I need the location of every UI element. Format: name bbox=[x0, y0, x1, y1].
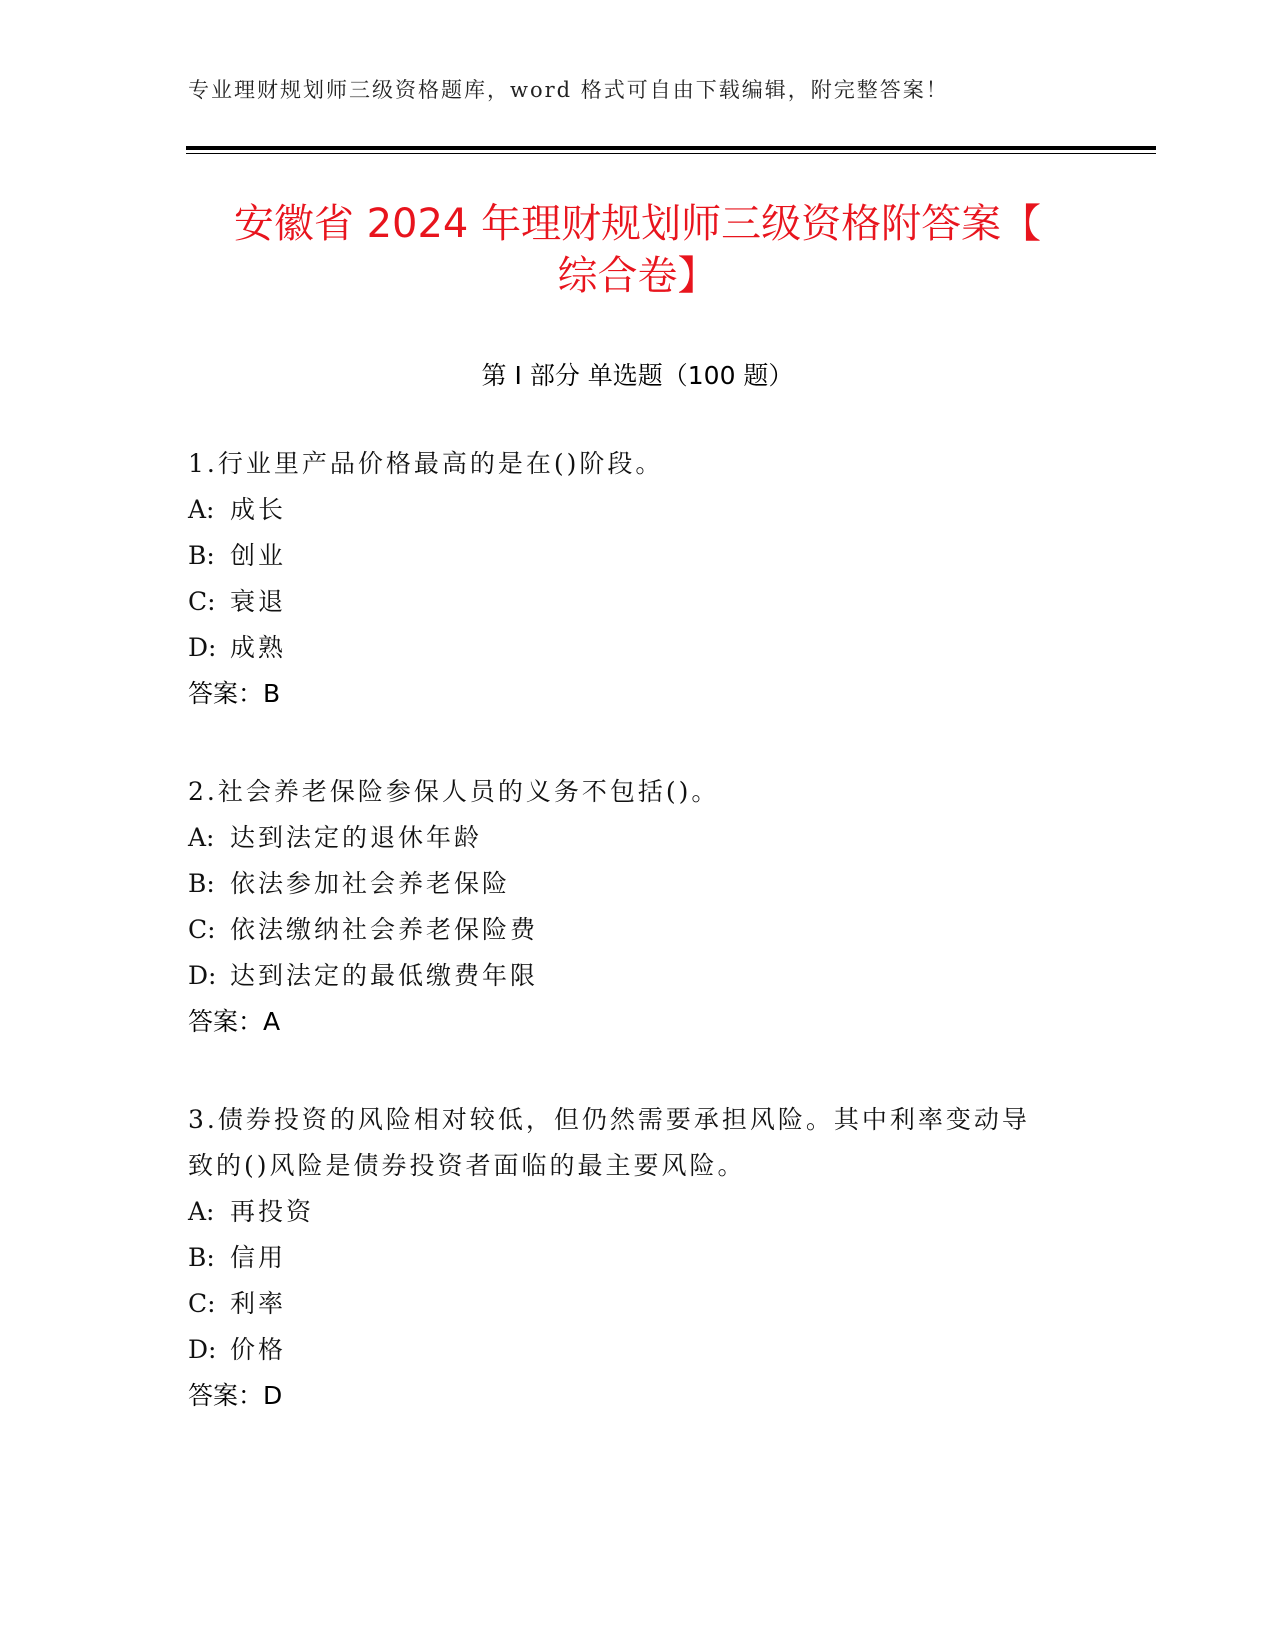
option-text: 衰退 bbox=[230, 587, 287, 616]
question-2 bbox=[188, 769, 1088, 1045]
option-letter: C: bbox=[188, 915, 216, 944]
option-c bbox=[188, 907, 1088, 953]
option-letter: A: bbox=[188, 1197, 215, 1226]
answer: 答案：B bbox=[188, 679, 281, 708]
option-d bbox=[188, 625, 1088, 671]
option-letter: D: bbox=[188, 633, 217, 662]
option-letter: D: bbox=[188, 1335, 217, 1364]
option-a bbox=[188, 1189, 1088, 1235]
option-text: 再投资 bbox=[230, 1197, 315, 1226]
option-d bbox=[188, 1327, 1088, 1373]
option-letter: C: bbox=[188, 1289, 216, 1318]
question-3 bbox=[188, 1097, 1088, 1419]
option-text: 达到法定的退休年龄 bbox=[230, 823, 483, 852]
section-title: 第 I 部分 单选题（100 题） bbox=[481, 361, 794, 390]
option-letter: B: bbox=[188, 1243, 215, 1272]
option-text: 达到法定的最低缴费年限 bbox=[230, 961, 539, 990]
option-letter: B: bbox=[188, 541, 215, 570]
option-a bbox=[188, 487, 1088, 533]
option-b bbox=[188, 533, 1088, 579]
option-text: 信用 bbox=[230, 1243, 287, 1272]
header-rule-thin bbox=[186, 153, 1156, 154]
option-text: 创业 bbox=[230, 541, 287, 570]
option-text: 成长 bbox=[230, 495, 287, 524]
option-c bbox=[188, 1281, 1088, 1327]
option-a bbox=[188, 815, 1088, 861]
answer: 答案：A bbox=[188, 1007, 281, 1036]
question-stem: 2.社会养老保险参保人员的义务不包括()。 bbox=[188, 777, 720, 806]
option-letter: C: bbox=[188, 587, 216, 616]
option-letter: B: bbox=[188, 869, 215, 898]
option-c bbox=[188, 579, 1088, 625]
document-title bbox=[150, 198, 1125, 302]
option-text: 依法参加社会养老保险 bbox=[230, 869, 511, 898]
header-rule-thick bbox=[186, 146, 1156, 150]
option-b bbox=[188, 1235, 1088, 1281]
question-stem-line1: 3.债券投资的风险相对较低，但仍然需要承担风险。其中利率变动导 bbox=[188, 1105, 1030, 1134]
document-title-line2: 综合卷】 bbox=[557, 253, 718, 299]
option-letter: A: bbox=[188, 495, 215, 524]
question-1 bbox=[188, 441, 1088, 717]
option-d bbox=[188, 953, 1088, 999]
option-text: 利率 bbox=[230, 1289, 287, 1318]
option-text: 价格 bbox=[230, 1335, 287, 1364]
document-title-line1: 安徽省 2024 年理财规划师三级资格附答案【 bbox=[233, 201, 1042, 247]
option-text: 依法缴纳社会养老保险费 bbox=[230, 915, 539, 944]
answer: 答案：D bbox=[188, 1381, 283, 1410]
option-letter: D: bbox=[188, 961, 217, 990]
option-text: 成熟 bbox=[230, 633, 287, 662]
option-letter: A: bbox=[188, 823, 215, 852]
header-note: 专业理财规划师三级资格题库，word 格式可自由下载编辑，附完整答案！ bbox=[188, 78, 949, 102]
question-stem: 1.行业里产品价格最高的是在()阶段。 bbox=[188, 449, 664, 478]
question-stem-line2: 致的()风险是债券投资者面临的最主要风险。 bbox=[188, 1151, 746, 1180]
option-b bbox=[188, 861, 1088, 907]
question-list bbox=[188, 441, 1088, 1471]
